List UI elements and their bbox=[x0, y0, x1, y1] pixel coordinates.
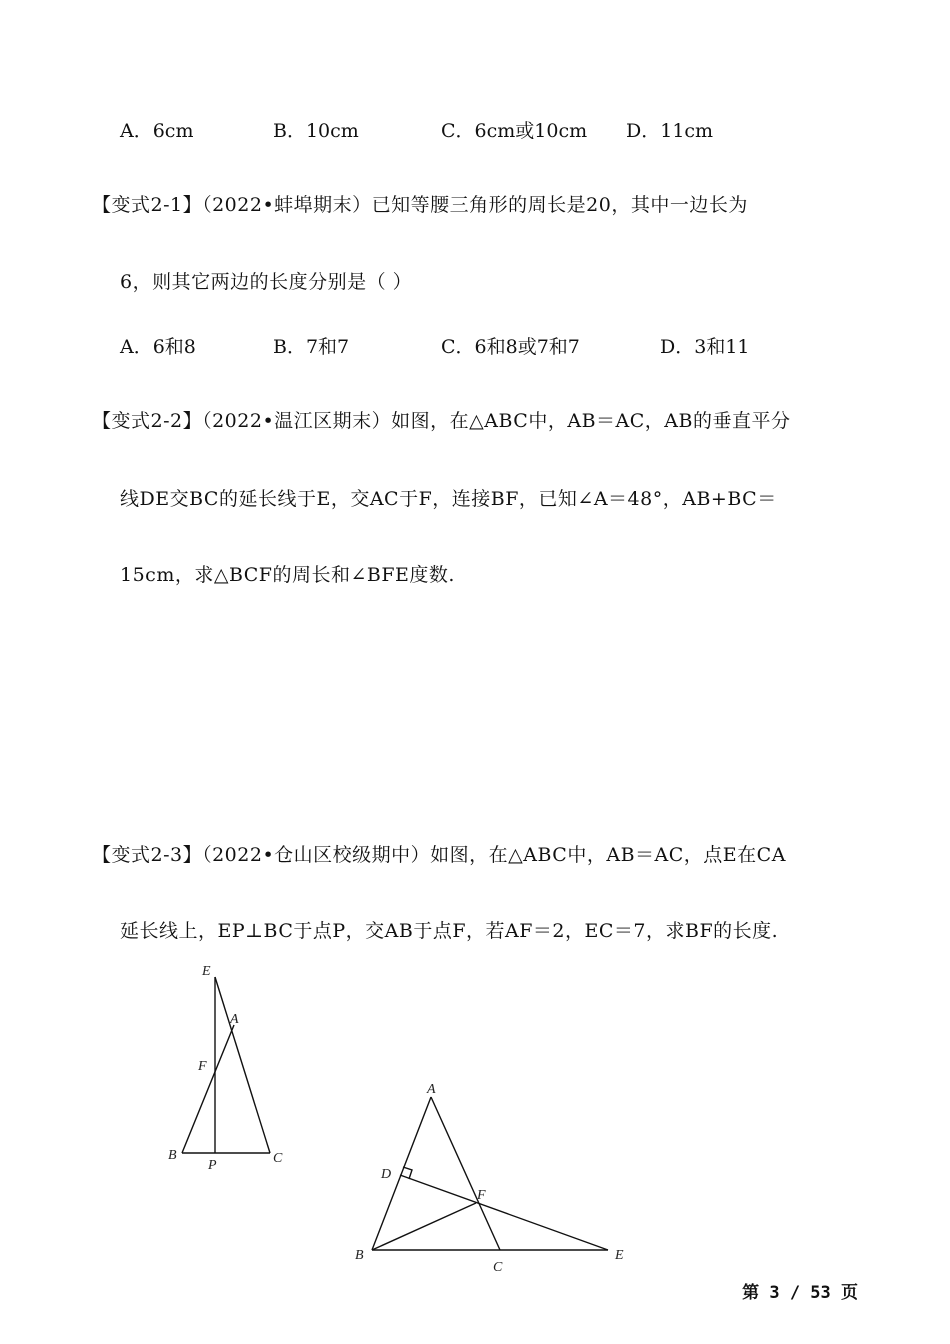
triangle-figure-2 bbox=[345, 1075, 645, 1285]
option-b: B．10cm bbox=[273, 120, 359, 142]
label-e: E bbox=[615, 1248, 624, 1263]
label-b: B bbox=[355, 1248, 364, 1263]
label-d: D bbox=[381, 1167, 392, 1182]
label-f: F bbox=[198, 1059, 207, 1074]
option-a: A．6cm bbox=[120, 120, 194, 142]
v21-option-b: B．7和7 bbox=[273, 336, 350, 358]
v23-line2: 延长线上，EP⊥BC于点P，交AB于点F，若AF＝2，EC＝7，求BF的长度. bbox=[120, 920, 779, 942]
v22-line3: 15cm，求△BCF的周长和∠BFE度数. bbox=[120, 564, 455, 586]
label-f: F bbox=[477, 1188, 486, 1203]
label-b: B bbox=[168, 1148, 177, 1163]
v21-line1: 【变式2-1】（2022•蚌埠期末）已知等腰三角形的周长是20，其中一边长为 bbox=[92, 194, 748, 216]
label-a: A bbox=[230, 1012, 239, 1027]
v22-line2: 线DE交BC的延长线于E，交AC于F，连接BF，已知∠A＝48°，AB+BC＝ bbox=[120, 488, 777, 510]
label-a: A bbox=[427, 1082, 436, 1097]
triangle-figure-1 bbox=[160, 955, 310, 1175]
label-e: E bbox=[202, 964, 211, 979]
label-c: C bbox=[493, 1260, 503, 1275]
v21-option-c: C．6和8或7和7 bbox=[441, 336, 580, 358]
v21-line2: 6，则其它两边的长度分别是（ ） bbox=[120, 271, 413, 293]
label-c: C bbox=[273, 1151, 283, 1166]
page-number: 第 3 / 53 页 bbox=[742, 1283, 858, 1303]
line-ba bbox=[182, 1025, 234, 1153]
option-c: C．6cm或10cm bbox=[441, 120, 588, 142]
line-ec bbox=[215, 977, 270, 1153]
v21-option-a: A．6和8 bbox=[120, 336, 196, 358]
v21-option-d: D．3和11 bbox=[660, 336, 750, 358]
v23-line1: 【变式2-3】（2022•仓山区校级期中）如图，在△ABC中，AB＝AC，点E在CA bbox=[92, 844, 786, 866]
label-p: P bbox=[208, 1158, 217, 1173]
line-ac bbox=[431, 1097, 500, 1250]
line-de bbox=[400, 1175, 608, 1250]
option-d: D．11cm bbox=[626, 120, 714, 142]
v22-line1: 【变式2-2】（2022•温江区期末）如图，在△ABC中，AB＝AC，AB的垂直平分 bbox=[92, 410, 791, 432]
